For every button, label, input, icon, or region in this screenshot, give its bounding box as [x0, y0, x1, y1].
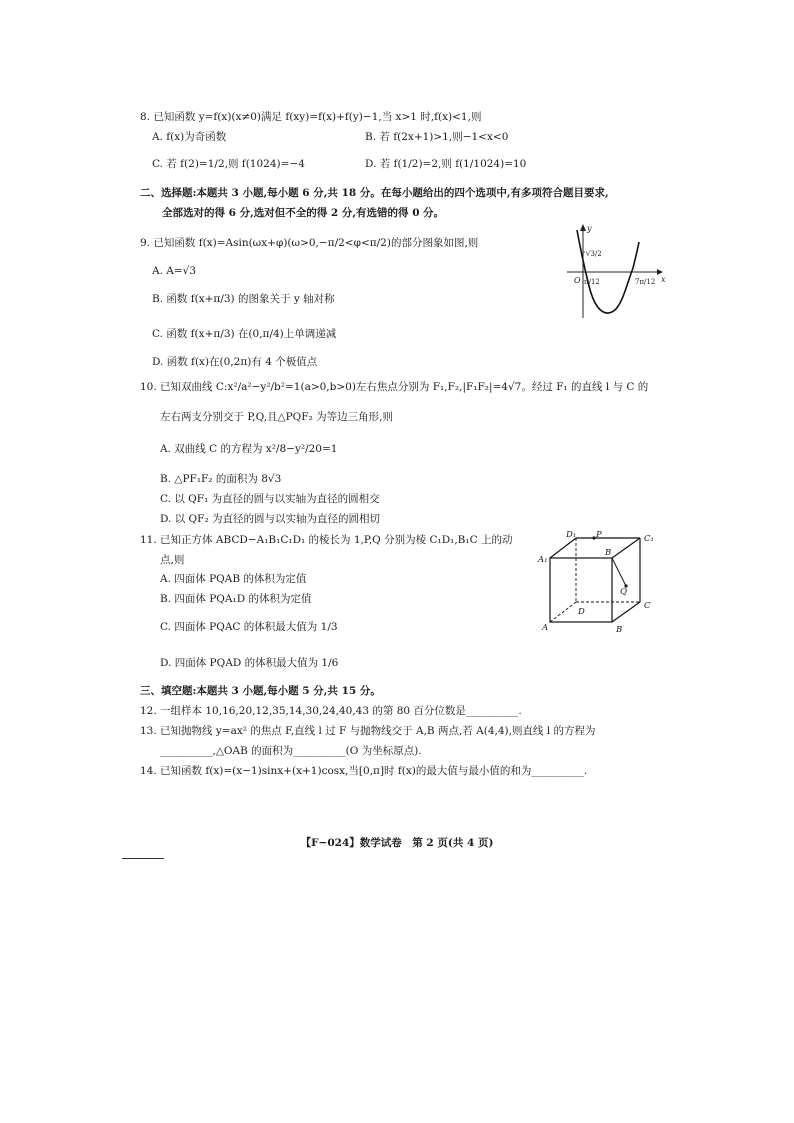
q9-stem: 9. 已知函数 f(x)=Asin(ωx+φ)(ω>0,−π/2<φ<π/2)的部分图象如图,则 [140, 237, 479, 249]
q8-option-d: D. 若 f(1/2)=2,则 f(1/1024)=10 [365, 158, 527, 170]
q8-option-b: B. 若 f(2x+1)>1,则−1<x<0 [365, 131, 509, 143]
q9-y-label: y [587, 224, 592, 233]
cube-edge-a1d1 [550, 538, 576, 558]
q9-x-mark2-label: 7π/12 [635, 278, 656, 286]
footnote-rule [122, 858, 164, 859]
q11-option-a: A. 四面体 PQAB 的体积为定值 [160, 573, 307, 585]
section2-heading: 二、选择题:本题共 3 小题,每小题 6 分,共 18 分。在每小题给出的四个选项中,有多项符合题目要求, [140, 187, 609, 199]
q11-stem-line1: 11. 已知正方体 ABCD−A₁B₁C₁D₁ 的棱长为 1,P,Q 分别为棱 C₁D₁,B₁C 上的动 [140, 534, 513, 546]
q9-y-mark-label: √3/2 [586, 250, 602, 258]
cube-edge-bc [612, 602, 640, 622]
cube-label-c: C [644, 601, 651, 611]
q11-stem-line2: 点,则 [160, 554, 185, 566]
cube-hidden-ad [550, 602, 576, 622]
q9-graph [565, 222, 665, 322]
cube-label-a: A [542, 623, 549, 633]
cube-label-q: Q [620, 587, 627, 597]
q9-origin-label: O [574, 276, 581, 285]
q10-option-a: A. 双曲线 C 的方程为 x²/8−y²/20=1 [160, 443, 338, 455]
cube-edge-b1c1 [612, 538, 640, 558]
cube-label-b: B [616, 625, 623, 635]
q9-option-c: C. 函数 f(x+π/3) 在(0,π/4)上单调递减 [152, 328, 337, 340]
section2-note: 全部选对的得 6 分,选对但不全的得 2 分,有选错的得 0 分。 [162, 207, 445, 219]
q9-option-a: A. A=√3 [152, 265, 197, 277]
q10-stem-line1: 10. 已知双曲线 C:x²/a²−y²/b²=1(a>0,b>0)左右焦点分别为 F₁,F₂,|F₁F₂|=4√7。经过 F₁ 的直线 l 与 C 的 [140, 381, 649, 393]
cube-label-b1: B [605, 548, 612, 558]
q11-option-d: D. 四面体 PQAD 的体积最大值为 1/6 [160, 657, 339, 669]
q12-text: 12. 一组样本 10,16,20,12,35,14,30,24,40,43 的第 80 百分位数是__________. [140, 705, 522, 717]
page-footer: 【F−024】数学试卷 第 2 页(共 4 页) [300, 837, 494, 849]
q13-line2: __________,△OAB 的面积为__________(O 为坐标原点). [160, 745, 422, 757]
cube-segment-b1q [612, 558, 626, 586]
q9-option-d: D. 函数 f(x)在(0,2π)有 4 个极值点 [152, 356, 318, 368]
q11-option-b: B. 四面体 PQA₁D 的体积为定值 [160, 593, 312, 605]
q11-option-c: C. 四面体 PQAC 的体积最大值为 1/3 [160, 621, 338, 633]
cube-label-d: D [578, 607, 585, 617]
q13-line1: 13. 已知抛物线 y=ax² 的焦点 F,直线 l 过 F 与抛物线交于 A,B 两点,若 A(4,4),则直线 l 的方程为 [140, 725, 596, 737]
q11-cube-figure [536, 528, 662, 636]
cube-label-p: P [596, 530, 602, 540]
cube-label-a1: A₁ [538, 555, 548, 565]
q10-option-b: B. △PF₁F₂ 的面积为 8√3 [160, 473, 282, 485]
q10-stem-line2: 左右两支分别交于 P,Q,且△PQF₂ 为等边三角形,则 [160, 411, 393, 423]
q14-text: 14. 已知函数 f(x)=(x−1)sinx+(x+1)cosx,当[0,π]时 f(x)的最大值与最小值的和为__________. [140, 765, 588, 777]
section3-heading: 三、填空题:本题共 3 小题,每小题 5 分,共 15 分。 [140, 685, 381, 697]
q8-option-a: A. f(x)为奇函数 [152, 131, 227, 143]
cube-label-c1: C₁ [644, 534, 654, 544]
q10-option-c: C. 以 QF₁ 为直径的圆与以实轴为直径的圆相交 [160, 493, 380, 505]
q9-x-mark1-label: π/12 [584, 278, 600, 286]
q9-x-label: x [661, 275, 666, 284]
q10-option-d: D. 以 QF₂ 为直径的圆与以实轴为直径的圆相切 [160, 513, 380, 525]
q9-option-b: B. 函数 f(x+π/3) 的图象关于 y 轴对称 [152, 293, 335, 305]
q8-stem: 8. 已知函数 y=f(x)(x≠0)满足 f(xy)=f(x)+f(y)−1,当 x>1 时,f(x)<1,则 [140, 111, 482, 123]
q8-option-c: C. 若 f(2)=1/2,则 f(1024)=−4 [152, 158, 305, 170]
q9-y-arrow [580, 224, 586, 231]
cube-label-d1: D₁ [566, 530, 577, 540]
